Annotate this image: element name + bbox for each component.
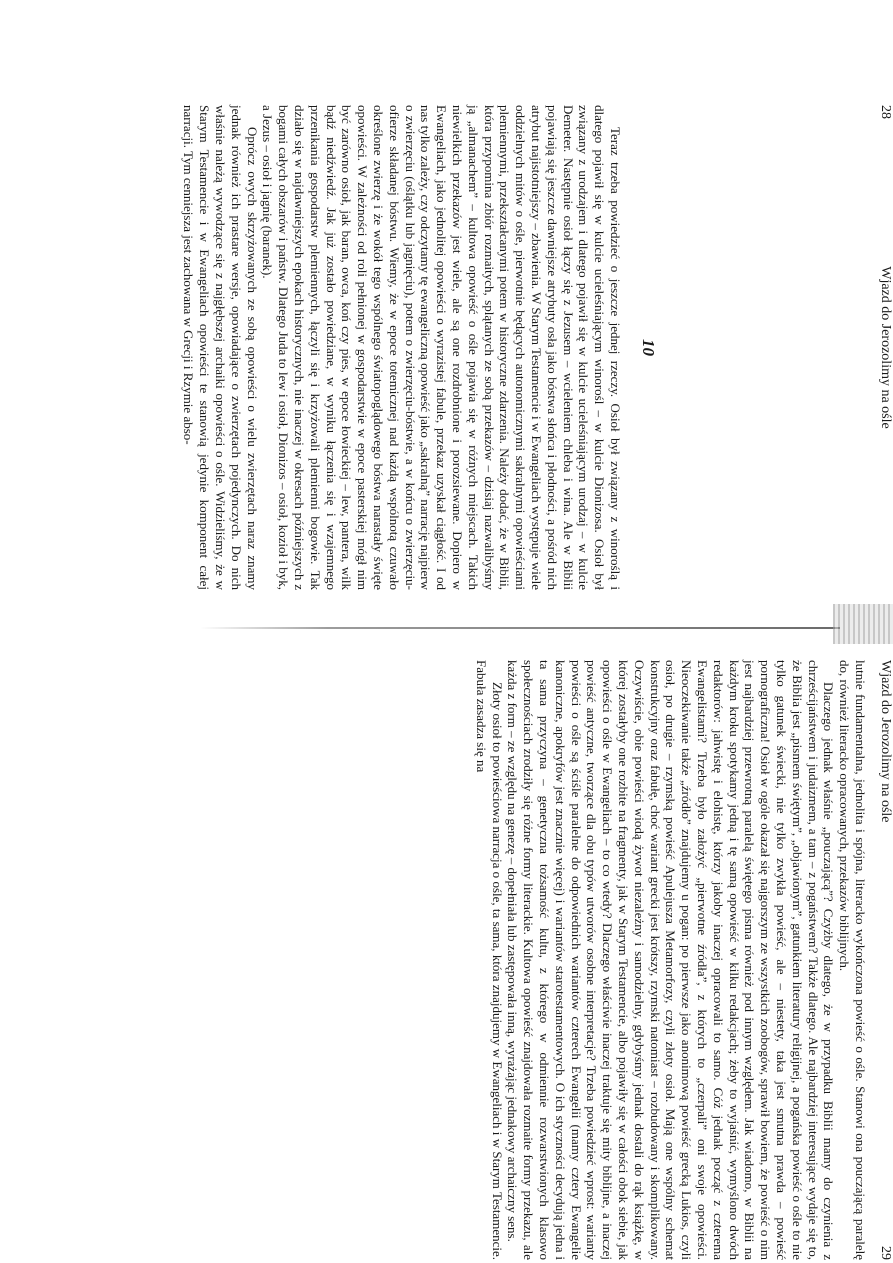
page-29 [118, 660, 893, 1260]
page-28-region [0, 0, 893, 600]
running-head-29 [875, 660, 893, 1260]
page-29-body [118, 660, 868, 1260]
paragraph: Oprócz owych skrzyżowanych ze sobą opowieści o wielu zwierzętach naraz znamy jednak również ich prastare wersje, opowiadające o zwierzętach pojedynczych. Do nich właśnie należą wywodzące się z najgłębszej archaiki opowieści o ośle. Widzieliśmy, że w Starym Testamencie i w Ewangeliach opowieści te stanowią jedynie komponent całej narracji. Tym cenniejsza jest zachowana w Grecji i Rzymie abso- [181, 105, 260, 590]
chapter-number: 10 [639, 339, 658, 356]
page-fold [0, 600, 893, 645]
paragraph: Złoty osioł to powieściowa narracja o ośle, ta sama, która znajdujemy w Ewangeliach i w Starym Testamencie. Fabuła zasadza się na [473, 660, 505, 1260]
page-number: 29 [878, 1246, 893, 1260]
page-number: 28 [878, 105, 893, 119]
running-title: Wjazd do Jerozolimy na ośle [878, 266, 893, 429]
fold-line [200, 627, 840, 629]
page-28-body [118, 105, 623, 590]
page-edge [833, 604, 893, 644]
paragraph: Dlaczego jednak właśnie „pouczającą”? Czyżby dlatego, że w przypadku Biblii mamy do czynienia z chrześcijaństwem i judaizmem, a tam – z pogaństwem? Także dlatego. Ale najbardziej interesujące wydaje się to, że Biblia jest „pismem świętym”, „objawionym”, gatunkiem literatury religijnej, a pogańska powieść o ośle to nie tylko gatunek świecki, nie tylko zwykła powieść, ale – niestety, taka jest smutna prawda – powieść pornograficzna! Osioł w ogóle okazał się najgorszym ze wszystkich zoobogów, sprawił bowiem, że powieść o nim jest najbardziej przewrotną paralelą świętego pisma również pod innym względem. Jak wiadomo, w Biblii na każdym kroku spotykamy jedną i tę samą opowieść w kilku redakcjach; żeby to wyjaśnić, wymyślono dwóch redaktorów: jahwistę i elohistę, którzy jakoby inaczej opracowali to samo. Cóż jednak począć z czterema Ewangelistami? Trzeba było założyć „pierwotne źródła”, z których to „czerpali” oni swoje opowieści. Nieoczekiwanie także „źródło” znajdujemy u pogan: po pierwsze jako anonimową powieść grecką Lukios, czyli osioł, po drugie – rzymską powieść Apulejusza Metamorfozy, czyli złoty osioł. Mają one wspólny schemat konstrukcyjny oraz fabułę, choć wariant grecki jest krótszy, rzymski natomiast – rozbudowany i skomplikowany. Oczywiście, obie powieści wiodą żywot niezależny i samodzielny, gdybyśmy jednak dostali do rąk książkę, w której zostałyby one rozbite na fragmenty, jak w Starym Testamencie, albo pojawiły się w całości obok siebie, jak opowieści o ośle w Ewangeliach – to co wtedy? Dlaczego właściwie inaczej traktuje się mity biblijne, a inaczej powieść antyczne, tworzące dla obu typów utworów osobne interpretacje? Trzeba powiedzieć wprost: warianty powieści o ośle są ściśle paralelne do odpowiednich wariantów czterech Ewangelii (mamy cztery Ewangelie kanoniczne, apokryfów jest znacznie więcej) i wariantów starotestamentowych. O ich styczności decydują jedna i ta sama przyczyna – genetyczna tożsamość kultu, z którego w odmiennie rozwarstwionych klasowo społecznościach zrodziły się różne formy literackie. Kultowa opowieść znajdowała rozmaite formy przekazu, ale każda z form – ze względu na genezę – dopełniała lub zastępowała inną, wyrażając jednakowy archaiczny sens. [505, 660, 837, 1260]
page-28 [118, 105, 893, 590]
paragraph: Teraz trzeba powiedzieć o jeszcze jednej rzeczy. Osioł był związany z winoroślą i dlatego pojawił się w kulcie ucieleśniającym winorośl – w kulcie Dionizosa. Osioł był związany z urodzajem i dlatego pojawił się w kulcie ucieleśniającym urodzaj – w kulcie Demeter. Następnie osioł łączy się z Jezusem – wcieleniem chleba i wina. Ale w Biblii pojawiają się jeszcze dawniejsze atrybuty osła jako bóstwa słońca i płodności, a pośród nich atrybut najistotniejszy – zbawienia. W Starym Testamencie i w Ewangeliach występuje wiele oddzielnych mitów o ośle, pierwotnie będących autonomicznymi sakralnymi opowieściami plemiennymi, przekształcanymi potem w historyczne zdarzenia. Należy dodać, że w Biblii, która przypomina zbiór rozmaitych, splątanych ze sobą przekazów – dzisiaj nazwalibyśmy ją „almanachem” – kultowa opowieść o ośle pojawia się w różnych miejscach. Takich niewielkich przekazów jest wiele, ale są one rozdrobnione i porozsiewane. Dopiero w Ewangeliach, jako jednolitej opowieści o wyrazistej fabule, przekaz uzyskał ciągłość. I od nas tylko zależy, czy odczytamy tę ewangeliczną opowieść jako „sakralną” narrację najpierw o zwierzęciu (oślątku lub jagnięciu), potem o zwierzęciu-bóstwie, a w końcu o zwierzęciu-ofierze składanej bóstwu. Wiemy, że w epoce totemicznej nad każdą wspólnotą czuwało określone zwierzę i że wokół tego wspólnego światopoglądowego bóstwa narastały święte opowieści. W zależności od roli pełnionej w gospodarstwie w epoce pasterskiej mógł nim być zarówno osioł, jak baran, owca, koń czy pies, w epoce łowieckiej – lew, pantera, wilk bądź niedźwiedź. Jak już zostało powiedziane, w wyniku łączenia się i wzajemnego przenikania gospodarstw plemiennych, łączyli się i krzyżowali plemienni bogowie. Tak działo się w najdawniejszych epokach historycznych, nie inaczej w okresach późniejszych z bogami całych obszarów i państw. Dlatego Juda to lew i osioł, Dionizos – osioł, kozioł i byk, a Jezus – osioł i jagnię (baranek). [260, 105, 623, 591]
paragraph: lutnie fundamentalna, jednolita i spójna, literacko wykończona powieść o ośle. Stanowi ona pouczającą paralelę do, również literacko opracowanych, przekazów biblijnych. [837, 660, 868, 1260]
running-head-28 [875, 105, 893, 590]
running-title: Wjazd do Jerozolimy na ośle [878, 660, 893, 823]
